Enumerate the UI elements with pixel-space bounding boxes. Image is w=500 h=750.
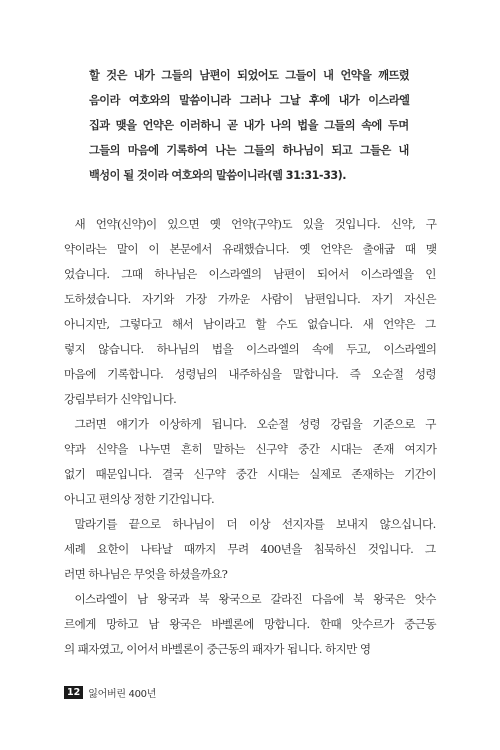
body-text [64, 212, 436, 662]
body-line: 러면 하나님은 무엇을 하셨을까요? [64, 567, 228, 581]
body-line: 약과 신약을 나누면 흔히 말하는 신구약 중간 시대는 존재 여지가 [64, 442, 437, 456]
quote-line: 백성이 될 것이라 여호와의 말씀이니라(렘 31:31-33). [89, 169, 346, 182]
page-number: 12 [64, 686, 83, 699]
body-line: 었습니다. 그때 하나님은 이스라엘의 남편이 되어서 이스라엘을 인 [64, 267, 436, 281]
body-line: 새 언약(신약)이 있으면 옛 언약(구약)도 있을 것입니다. 신약, 구 [74, 217, 437, 231]
body-line: 그러면 얘기가 이상하게 됩니다. 오순절 성령 강림을 기준으로 구 [74, 417, 436, 431]
body-line: 르에게 망하고 남 왕국은 바벨론에 망합니다. 한때 앗수르가 중근동 [64, 617, 436, 631]
scripture-quote [89, 63, 409, 188]
book-title: 잃어버린 400년 [88, 688, 157, 700]
body-line: 없기 때문입니다. 결국 신구약 중간 시대는 실제로 존재하는 기간이 [64, 467, 436, 481]
body-line: 아니지만, 그렇다고 해서 남이라고 할 수도 없습니다. 새 언약은 그 [64, 317, 436, 331]
page-footer [64, 685, 156, 699]
body-line: 말라기를 끝으로 하나님이 더 이상 선지자를 보내지 않으십니다. [74, 517, 436, 531]
body-line: 렇지 않습니다. 하나님의 법을 이스라엘의 속에 두고, 이스라엘의 [64, 342, 437, 356]
body-line: 강림부터가 신약입니다. [64, 392, 177, 406]
body-line: 마음에 기록합니다. 성령님의 내주하심을 말합니다. 즉 오순절 성령 [64, 367, 436, 381]
body-line: 이스라엘이 남 왕국과 북 왕국으로 갈라진 다음에 북 왕국은 앗수 [74, 592, 436, 606]
body-line: 약이라는 말이 이 본문에서 유래했습니다. 옛 언약은 출애굽 때 맺 [64, 242, 437, 256]
body-line: 아니고 편의상 정한 기간입니다. [64, 492, 215, 506]
quote-line: 그들의 마음에 기록하여 나는 그들의 하나님이 되고 그들은 내 [89, 144, 409, 157]
body-line: 세례 요한이 나타날 때까지 무려 400년을 침묵하신 것입니다. 그 [64, 542, 436, 556]
body-line: 의 패자였고, 이어서 바벨론이 중근동의 패자가 됩니다. 하지만 영 [64, 642, 371, 656]
quote-line: 할 것은 내가 그들의 남편이 되었어도 그들이 내 언약을 깨뜨렸 [89, 69, 410, 82]
quote-line: 집과 맺을 언약은 이러하니 곧 내가 나의 법을 그들의 속에 두며 [89, 119, 409, 132]
body-line: 도하셨습니다. 자기와 가장 가까운 사람이 남편입니다. 자기 자신은 [64, 292, 436, 306]
quote-line: 음이라 여호와의 말씀이니라 그러나 그날 후에 내가 이스라엘 [89, 94, 410, 107]
